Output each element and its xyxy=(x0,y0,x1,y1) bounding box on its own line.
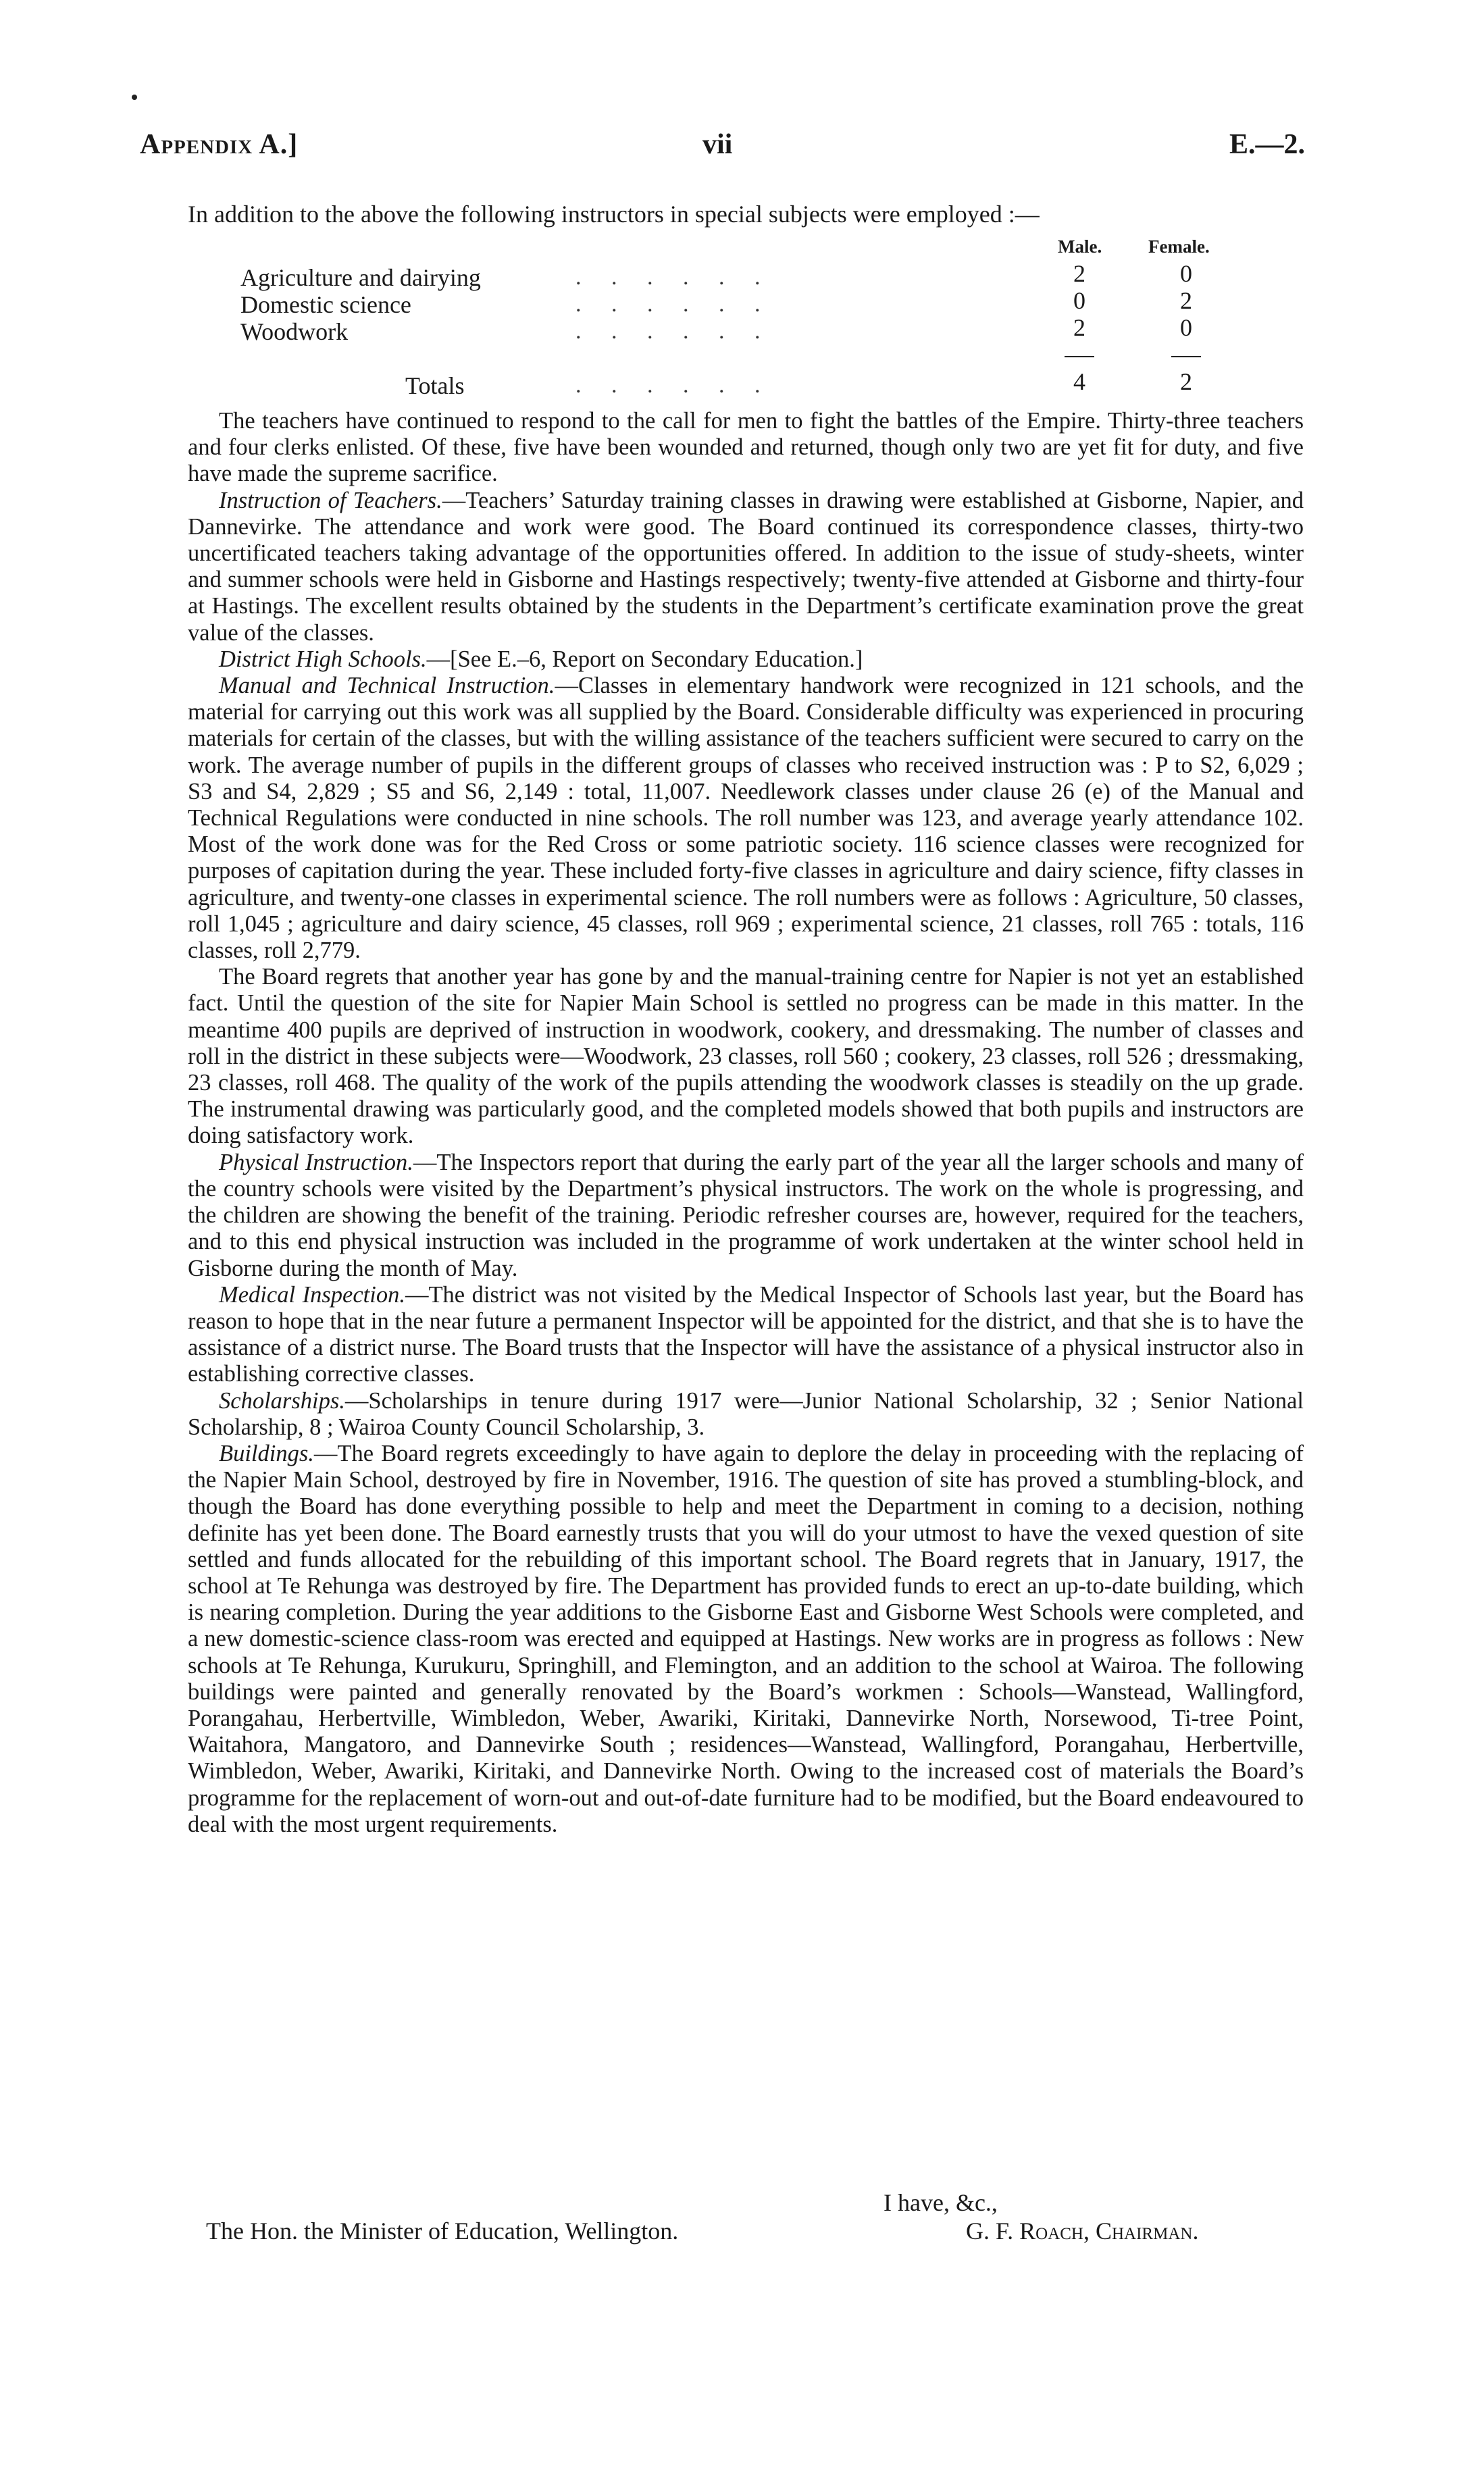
paragraph-manual-training-centre xyxy=(188,964,1304,1149)
row-woodwork-female: 0 xyxy=(1180,314,1192,341)
totals-male: 4 xyxy=(1073,368,1085,395)
paragraph-heading: Manual and Technical Instruction. xyxy=(219,673,555,699)
paragraph-text: —The district was not visited by the Medical Inspector of Schools last year, but the Board has reason to hope that in the near future a permanent Inspector will be appointed for the district, and that she is to have the assistance of a district nurse. The Board trusts that the Inspector will have the assistance of a physical instructor also in establishing corrective classes. xyxy=(188,1281,1304,1387)
paragraph-text: —The Board regrets exceedingly to have again to deplore the delay in proceeding with the replacing of the Napier Main School, destroyed by fire in November, 1916. The question of site has proved a stumbling-block, and though the Board has done everything possible to help and meet the Department in coming to a decision, nothing definite has yet been done. The Board earnestly trusts that you will do your utmost to have the vexed question of site settled and funds allocated for the rebuilding of this important school. The Board regrets that in January, 1917, the school at Te Rehunga was destroyed by fire. The Department has provided funds to erect an up-to-date building, which is nearing completion. During the year additions to the Gisborne East and Gisborne West Schools were completed, and a new domestic-science class-room was erected and equipped at Hastings. New works are in progress as follows : New schools at Te Rehunga, Kurukuru, Springhill, and Flemington, and an addition to the school at Wairoa. The following buildings were painted and generally renovated by the Board’s workmen : Schools—Wanstead, Wallingford, Porangahau, Herbertville, Wimbledon, Weber, Awariki, Kiritaki, Dannevirke North, Norsewood, Ti-tree Point, Waitahora, Mangatoro, and Dannevirke South ; residences—Wanstead, Wallingford, Porangahau, Herbertville, Wimbledon, Weber, Awariki, Kiritaki, and Dannevirke North. Owing to the increased cost of materials the Board’s programme for the replacement of worn-out and out-of-date furniture had to be modified, but the Board endeavoured to deal with the most urgent requirements. xyxy=(188,1440,1304,1837)
paragraph-manual-technical xyxy=(188,673,1304,964)
paragraph-heading: Buildings. xyxy=(219,1440,314,1466)
totals-label: Totals xyxy=(405,372,465,399)
paragraph-physical-instruction xyxy=(188,1150,1304,1282)
totals-rule-female xyxy=(1171,356,1201,357)
col-male-header: Male. xyxy=(1058,236,1102,257)
header-document-code: E.—2. xyxy=(1229,129,1306,160)
row-domestic-male: 0 xyxy=(1073,287,1085,314)
addressee: The Hon. the Minister of Education, Wellington. xyxy=(206,2217,679,2244)
paragraph-text: —Teachers’ Saturday training classes in drawing were established at Gisborne, Napier, and Dannevirke. The attendance and work were good. The Board continued its correspondence classes, thirty-two uncertificated teachers taking advantage of the opportunities offered. In addition to the issue of study-sheets, winter and summer schools were held in Gisborne and Hastings respectively; twenty-five attended at Gisborne and thirty-four at Hastings. The excellent results obtained by the students in the Department’s certificate examination prove the great value of the classes. xyxy=(188,487,1304,646)
totals-female: 2 xyxy=(1180,368,1192,395)
paragraph-heading: Medical Inspection. xyxy=(219,1281,405,1308)
leader-dots: . . . . . . xyxy=(575,319,773,344)
row-domestic-female: 2 xyxy=(1180,287,1192,314)
signatory: G. F. Roach, Chairman. xyxy=(966,2217,1199,2244)
paragraph-heading: Scholarships. xyxy=(219,1387,345,1414)
leader-dots: . . . . . . xyxy=(575,373,773,398)
paragraph-buildings xyxy=(188,1441,1304,1838)
paragraph-instruction-of-teachers xyxy=(188,488,1304,646)
row-label-woodwork: Woodwork xyxy=(240,318,349,345)
paragraph-heading: District High Schools. xyxy=(219,646,427,672)
paragraph-text: —Scholarships in tenure during 1917 were—Junior National Scholarship, 32 ; Senior National Scholarship, 8 ; Wairoa County Council Scholarship, 3. xyxy=(188,1387,1304,1440)
paragraph-text: —[See E.–6, Report on Secondary Education.] xyxy=(426,646,863,672)
paragraph-text: —The Inspectors report that during the early part of the year all the larger schools and many of the country schools were visited by the Department’s physical instructors. The work on the whole is progressing, and the children are showing the benefit of the training. Periodic refresher courses are, however, required for the teachers, and to this end physical instruction was included in the programme of work undertaken at the winter school held in Gisborne during the month of May. xyxy=(188,1149,1304,1281)
paragraph-heading: Physical Instruction. xyxy=(219,1149,413,1175)
paragraph-teachers-enlisted xyxy=(188,408,1304,488)
row-agriculture-male: 2 xyxy=(1073,260,1085,287)
paragraph-heading: Instruction of Teachers. xyxy=(219,487,442,513)
stray-mark xyxy=(132,95,137,100)
row-label-domestic-science: Domestic science xyxy=(240,291,411,318)
row-agriculture-female: 0 xyxy=(1180,260,1192,287)
header-page-number: vii xyxy=(702,129,733,160)
report-body xyxy=(188,408,1304,1838)
totals-rule-male xyxy=(1065,356,1094,357)
row-woodwork-male: 2 xyxy=(1073,314,1085,341)
col-female-header: Female. xyxy=(1148,236,1210,257)
paragraph-district-high-schools xyxy=(188,646,1304,673)
leader-dots: . . . . . . xyxy=(575,265,773,290)
paragraph-text: The teachers have continued to respond to the call for men to fight the battles of the Empire. Thirty-three teachers and four clerks enlisted. Of these, five have been wounded and returned, though only two are yet fit for duty, and five have made the supreme sacrifice. xyxy=(188,408,1304,487)
leader-dots: . . . . . . xyxy=(575,292,773,317)
row-label-agriculture: Agriculture and dairying xyxy=(240,264,481,291)
paragraph-text: —Classes in elementary handwork were recognized in 121 schools, and the material for carrying out this work was all supplied by the Board. Considerable difficulty was experienced in procuring materials for certain of the classes, but with the willing assistance of the teachers sufficient were secured to carry on the work. The average number of pupils in the different groups of classes who received instruction was : P to S2, 6,029 ; S3 and S4, 2,829 ; S5 and S6, 2,149 : total, 11,007. Needlework classes under clause 26 (e) of the Manual and Technical Regulations were conducted in nine schools. The roll number was 123, and average yearly attendance 102. Most of the work done was for the Red Cross or some patriotic society. 116 science classes were recognized for purposes of capitation during the year. These included forty-five classes in agriculture and dairy science, fifty classes in agriculture, and twenty-one classes in experimental science. The roll numbers were as follows : Agriculture, 50 classes, roll 1,045 ; agriculture and dairy science, 45 classes, roll 969 ; experimental science, 21 classes, roll 765 : totals, 116 classes, roll 2,779. xyxy=(188,673,1304,964)
paragraph-scholarships xyxy=(188,1388,1304,1441)
intro-sentence: In addition to the above the following instructors in special subjects were employed :— xyxy=(188,201,1040,228)
closing-salutation: I have, &c., xyxy=(884,2189,998,2216)
header-appendix: Appendix A.] xyxy=(140,129,299,160)
paragraph-text: The Board regrets that another year has gone by and the manual-training centre for Napier is not yet an established fact. Until the question of the site for Napier Main School is settled no progress can be made in this matter. In the meantime 400 pupils are deprived of instruction in woodwork, cookery, and dressmaking. The number of classes and roll in the district in these subjects were—Woodwork, 23 classes, roll 560 ; cookery, 23 classes, roll 526 ; dressmaking, 23 classes, roll 468. The quality of the work of the pupils attending the woodwork classes is steadily on the up grade. The instrumental drawing was particularly good, and the completed models showed that both pupils and instructors are doing satisfactory work. xyxy=(188,964,1304,1149)
paragraph-medical-inspection xyxy=(188,1282,1304,1388)
